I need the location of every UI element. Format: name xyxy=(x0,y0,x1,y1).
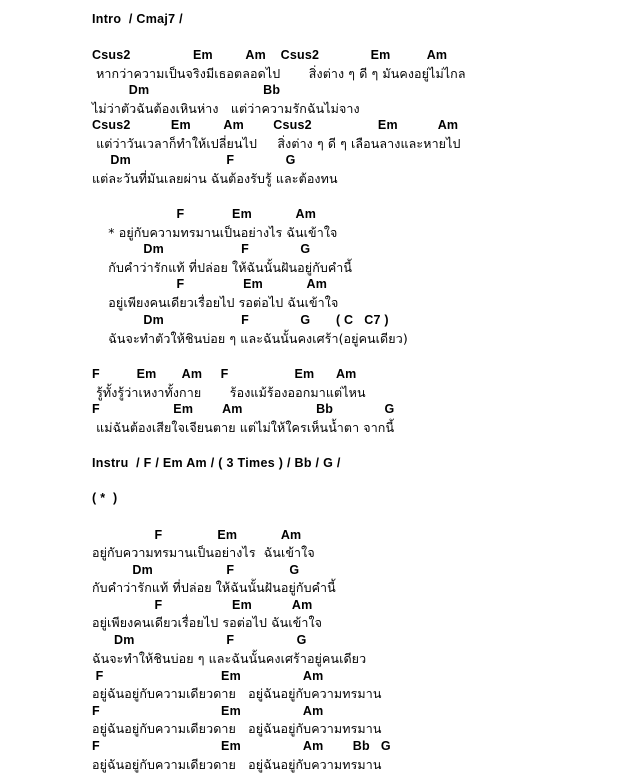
chord-line: Dm F G xyxy=(92,242,311,256)
chord-line: F Em Am xyxy=(92,277,328,291)
section-header: ( * ) xyxy=(92,491,118,505)
chord-line: F Em Am xyxy=(92,207,317,221)
chord-line: Dm F G xyxy=(92,563,300,577)
lyric-line: อยู่เพียงคนเดียวเรื่อยไป รอต่อไป ฉันเข้าใจ xyxy=(92,615,323,630)
lyric-line: แต่ว่าวันเวลาก็ทำให้เปลี่ยนไป สิ่งต่าง ๆ ดี ๆ เลือนลางและหายไป xyxy=(92,136,461,151)
chord-line: F Em Am Bb G xyxy=(92,402,395,416)
lyric-line: แต่ละวันที่มันเลยผ่าน ฉันต้องรับรู้ และต้องทน xyxy=(92,171,338,186)
chord-line: F Em Am xyxy=(92,704,324,718)
chord-line: Dm F G ( C C7 ) xyxy=(92,313,389,327)
lyric-line: * อยู่กับความทรมานเป็นอย่างไร ฉันเข้าใจ xyxy=(92,225,338,240)
lyric-line: อยู่ฉันอยู่กับความเดียวดาย อยู่ฉันอยู่กับความทรมาน xyxy=(92,721,382,736)
lyric-line: อยู่กับความทรมานเป็นอย่างไร ฉันเข้าใจ xyxy=(92,545,315,560)
chord-line: F Em Am Bb G xyxy=(92,739,391,753)
chord-line: Csus2 Em Am Csus2 Em Am xyxy=(92,118,459,132)
chord-line: F Em Am xyxy=(92,598,313,612)
lyric-line: หากว่าความเป็นจริงมีเธอตลอดไป สิ่งต่าง ๆ ดี ๆ มันคงอยู่ไม่ไกล xyxy=(92,66,466,81)
lyric-line: อยู่ฉันอยู่กับความเดียวดาย อยู่ฉันอยู่กับความทรมาน xyxy=(92,757,382,772)
lyric-line: กับคำว่ารักแท้ ที่ปล่อย ให้ฉันนั้นฝันอยู่กับคำนี้ xyxy=(92,260,353,275)
lyric-line: ฉันจะทำให้ชินบ่อย ๆ และฉันนั้นคงเศร้าอยู่คนเดียว xyxy=(92,651,367,666)
lyric-line: กับคำว่ารักแท้ ที่ปล่อย ให้ฉันนั้นฝันอยู่กับคำนี้ xyxy=(92,580,336,595)
chord-line: F Em Am F Em Am xyxy=(92,367,357,381)
chord-line: F Em Am xyxy=(92,669,324,683)
chord-line: Dm F G xyxy=(92,153,296,167)
lyric-line: แม่ฉันต้องเสียใจเจียนตาย แต่ไม่ให้ใครเห็นน้ำตา จากนี้ xyxy=(92,420,395,435)
lyric-line: อยู่เพียงคนเดียวเรื่อยไป รอต่อไป ฉันเข้าใจ xyxy=(92,295,339,310)
section-header: Intro / Cmaj7 / xyxy=(92,12,183,26)
chord-line: Dm F G xyxy=(92,633,307,647)
section-header: Instru / F / Em Am / ( 3 Times ) / Bb / G / xyxy=(92,456,341,470)
chord-line: F Em Am xyxy=(92,528,302,542)
lyric-line: ฉันจะทำตัวให้ชินบ่อย ๆ และฉันนั้นคงเศร้า(อยู่คนเดียว) xyxy=(92,331,408,346)
lyric-line: ไม่ว่าตัวฉันต้องเหินห่าง แต่ว่าความรักฉันไม่จาง xyxy=(92,101,360,116)
lyric-line: รู้ทั้งรู้ว่าเหงาทั้งกาย ร้องแม้ร้องออกมาแต่ไหน xyxy=(92,385,366,400)
chord-line: Dm Bb xyxy=(92,83,281,97)
chord-line: Csus2 Em Am Csus2 Em Am xyxy=(92,48,448,62)
lyric-line: อยู่ฉันอยู่กับความเดียวดาย อยู่ฉันอยู่กับความทรมาน xyxy=(92,686,382,701)
